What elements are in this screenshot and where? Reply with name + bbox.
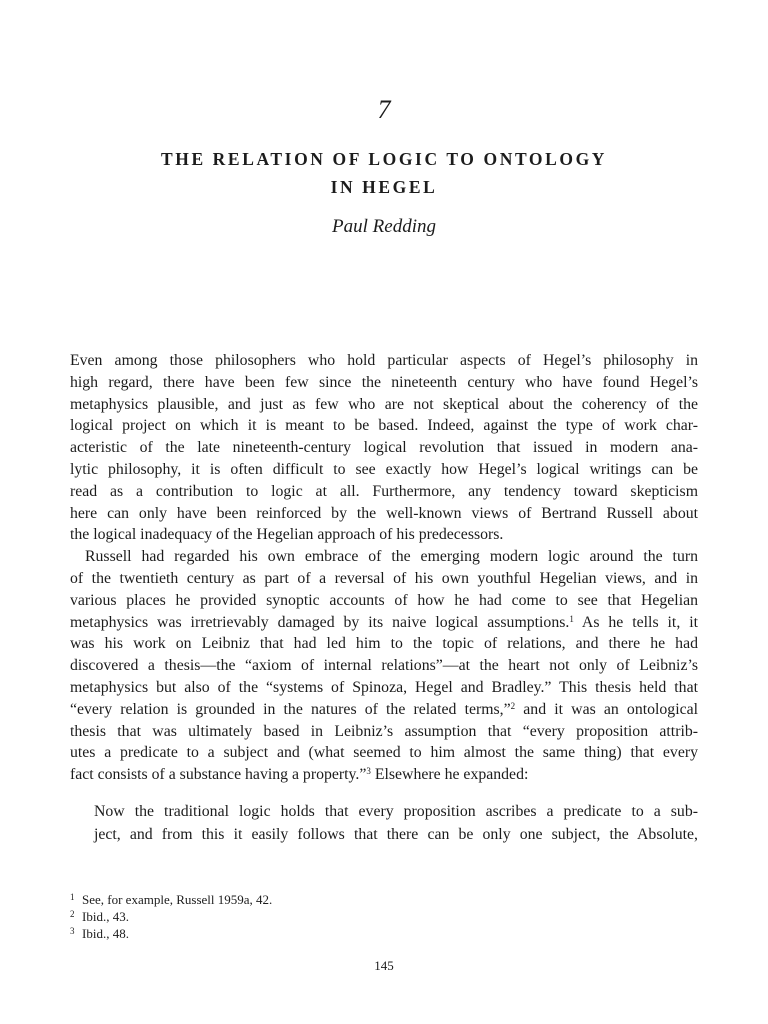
text-line xyxy=(70,764,698,786)
text-line: of the twentieth century as part of a reversal of his own youthful Hegelian views, and in xyxy=(70,569,698,587)
footnote-text: Ibid., 48. xyxy=(82,926,129,941)
text-line: the logical inadequacy of the Hegelian approach of his predecessors. xyxy=(70,526,504,544)
footnote-ref-3[interactable]: 3 xyxy=(366,766,371,777)
footnote-1 xyxy=(70,889,698,906)
footnote-mark: 3 xyxy=(70,926,75,936)
chapter-title-line-1: THE RELATION OF LOGIC TO ONTOLOGY xyxy=(160,149,608,169)
text-segment: fact consists of a substance having a property.” xyxy=(70,766,367,784)
block-quote xyxy=(70,800,698,846)
chapter-number: 7 xyxy=(377,95,391,124)
footnote-3 xyxy=(70,923,698,940)
text-line: utes a predicate to a subject and (what seemed to him almost the same thing) that every xyxy=(70,744,698,762)
text-line: was his work on Leibniz that had led him to the topic of relations, and there he had xyxy=(70,635,698,653)
quote-line: Now the traditional logic holds that every proposition ascribes a predicate to a sub- xyxy=(94,802,698,820)
text-line: high regard, there have been few since the nineteenth century who have found Hegel’s xyxy=(70,373,698,391)
text-segment: metaphysics was irretrievably damaged by its naive logical assumptions. xyxy=(70,613,570,631)
text-line: here can only have been reinforced by the well-known views of Bertrand Russell about xyxy=(70,504,698,522)
footnote-ref-1[interactable]: 1 xyxy=(569,613,574,624)
footnote-mark: 2 xyxy=(70,909,75,919)
footnote-text: See, for example, Russell 1959a, 42. xyxy=(82,892,273,907)
chapter-author: Paul Redding xyxy=(332,216,436,237)
footnote-ref-2[interactable]: 2 xyxy=(510,700,516,711)
chapter-title-line-2: IN HEGEL xyxy=(330,177,438,197)
text-segment: As he tells it, it xyxy=(573,613,698,631)
text-line xyxy=(70,612,698,634)
text-segment: and it was an ontological xyxy=(515,700,698,718)
text-line: logical project on which it is meant to be based. Indeed, against the type of work char- xyxy=(70,417,698,435)
text-line: metaphysics plausible, and just as few who are not skeptical about the coherency of the xyxy=(70,395,698,413)
text-line: acteristic of the late nineteenth-century logical revolution that issued in modern ana- xyxy=(70,439,698,457)
footnote-mark: 1 xyxy=(70,892,75,902)
text-line: metaphysics but also of the “systems of Spinoza, Hegel and Bradley.” This thesis held that xyxy=(70,678,698,696)
text-line: various places he provided synoptic accounts of how he had come to see that Hegelian xyxy=(70,591,698,609)
footnote-2 xyxy=(70,906,698,923)
paragraph-1 xyxy=(70,350,698,546)
footnotes xyxy=(70,889,698,940)
text-segment: “every relation is grounded in the natures of the related terms,” xyxy=(70,700,511,718)
text-segment: Elsewhere he expanded: xyxy=(370,766,529,784)
text-line: discovered a thesis—the “axiom of internal relations”—at the heart not only of Leibniz’s xyxy=(70,657,698,675)
text-line xyxy=(70,699,698,721)
quote-line: ject, and from this it easily follows that there can be only one subject, the Absolute, xyxy=(94,825,698,843)
text-line: thesis that was ultimately based in Leibniz’s assumption that “every proposition attrib- xyxy=(70,722,698,740)
text-line: lytic philosophy, it is often difficult to see exactly how Hegel’s logical writings can be xyxy=(70,460,698,478)
text-line: Russell had regarded his own embrace of the emerging modern logic around the turn xyxy=(85,548,698,566)
text-line: read as a contribution to logic at all. Furthermore, any tendency toward skepticism xyxy=(70,482,698,500)
footnote-text: Ibid., 43. xyxy=(82,909,129,924)
page-number: 145 xyxy=(374,958,394,973)
text-line: Even among those philosophers who hold particular aspects of Hegel’s philosophy in xyxy=(70,352,698,369)
paragraph-2 xyxy=(70,546,698,786)
chapter-title xyxy=(0,145,768,201)
body-text xyxy=(70,350,698,846)
